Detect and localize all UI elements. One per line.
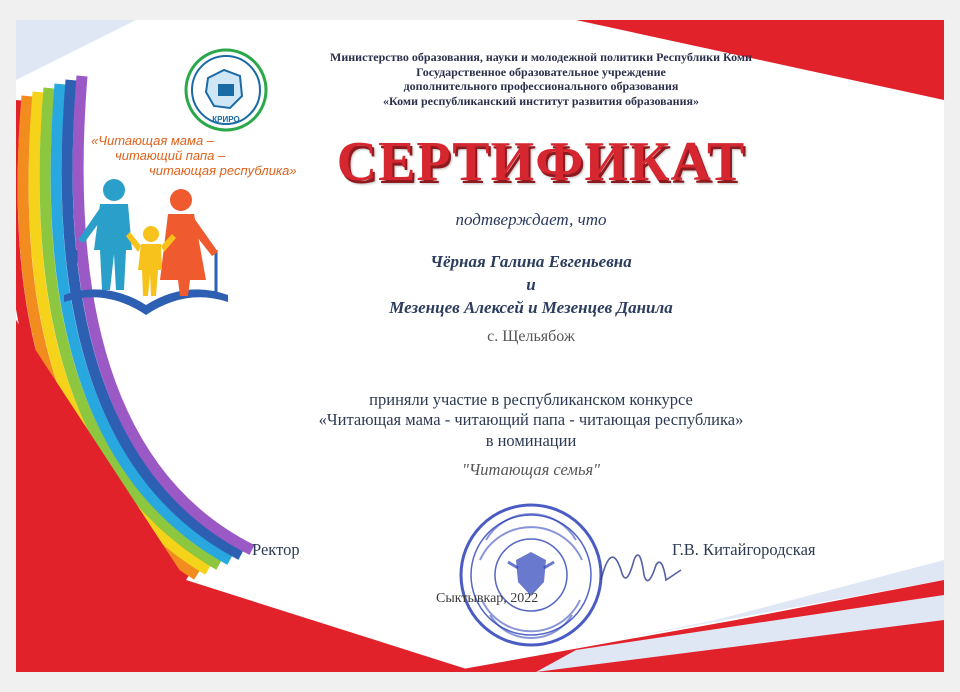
slogan-line: читающая республика» bbox=[149, 163, 297, 178]
family-book-icon bbox=[56, 170, 236, 330]
top-left-blue-corner bbox=[16, 20, 136, 80]
participation-line-1: приняли участие в республиканском конкурсе bbox=[369, 390, 693, 409]
nomination-name: "Читающая семья" bbox=[461, 460, 601, 479]
slogan-line: «Читающая мама – bbox=[91, 133, 215, 148]
village-text: с. Щельябож bbox=[487, 328, 575, 345]
certificate bbox=[16, 20, 944, 672]
position-label: Ректор bbox=[252, 540, 300, 559]
certificate-title: СЕРТИФИКАТ bbox=[336, 131, 746, 193]
confirm-text: подтверждает, что bbox=[455, 210, 607, 229]
signer-name: Г.В. Китайгородская bbox=[672, 540, 816, 559]
header-line: «Коми республиканский институт развития образования» bbox=[383, 93, 699, 108]
official-stamp-icon bbox=[456, 500, 606, 650]
header-line: Министерство образования, науки и молодежной политики Республики Коми bbox=[330, 50, 752, 64]
header-line: Государственное образовательное учреждение bbox=[416, 64, 666, 79]
issuer-header bbox=[281, 50, 801, 108]
recipient-name-2: Мезенцев Алексей и Мезенцев Данила bbox=[389, 298, 673, 317]
header-line: дополнительного профессионального образования bbox=[403, 79, 679, 93]
place-year: Сыктывкар, 2022 bbox=[436, 591, 539, 606]
slogan-line: читающий папа – bbox=[115, 148, 226, 163]
contest-name: «Читающая мама - читающий папа - читающая республика» bbox=[318, 410, 744, 429]
logo-text: КРИРО bbox=[212, 115, 240, 124]
participation-line-3: в номинации bbox=[485, 431, 577, 450]
conjunction-text: и bbox=[526, 275, 536, 294]
recipient-name-1: Чёрная Галина Евгеньевна bbox=[430, 252, 632, 271]
